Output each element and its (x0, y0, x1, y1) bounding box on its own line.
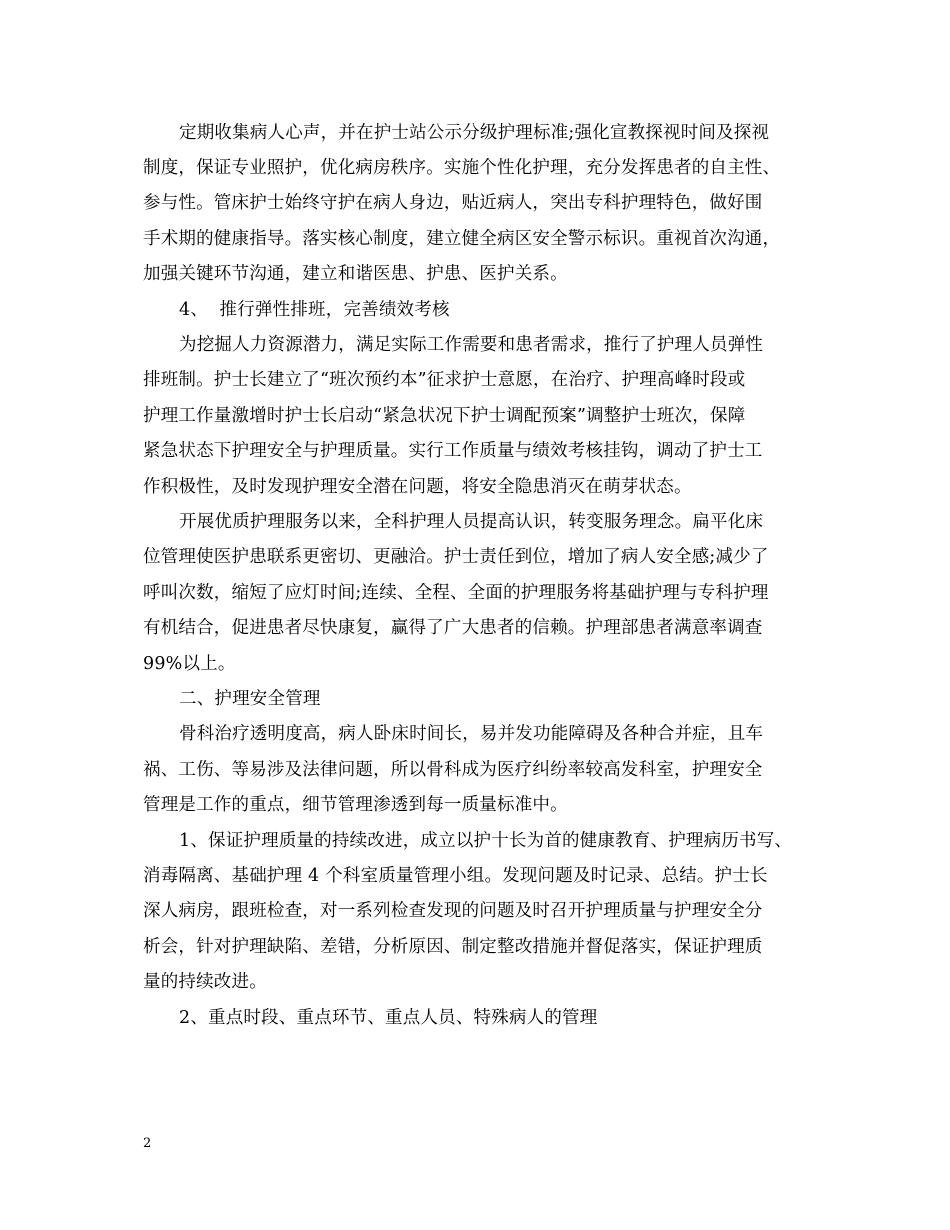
text-line: 作积极性，及时发现护理安全潜在问题，将安全隐患消灭在萌芽状态。 (143, 477, 692, 497)
text-line: 开展优质护理服务以来，全科护理人员提高认识，转变服务理念。扁平化床 (179, 512, 764, 532)
text-line: 位管理使医护患联系更密切、更融洽。护士责任到位，增加了病人安全感;减少了 (143, 547, 769, 567)
section-heading: 2、重点时段、重点环节、重点人员、特殊病人的管理 (179, 1008, 598, 1028)
text-line: 紧急状态下护理安全与护理质量。实行工作质量与绩效考核挂钩，调动了护士工 (143, 441, 763, 461)
text-line: 排班制。护士长建立了“班次预约本”征求护士意愿，在治疗、护理高峰时段或 (143, 370, 746, 390)
text-line: 护理工作量激增时护士长启动“紧急状况下护士调配预案”调整护士班次，保障 (143, 406, 746, 426)
text-line: 99%以上。 (143, 654, 236, 674)
text-line: 有机结合，促进患者尽快康复，赢得了广大患者的信赖。护理部患者满意率调查 (143, 618, 763, 638)
text-line: 制度，保证专业照护，优化病房秩序。实施个性化护理，充分发挥患者的自主性、 (143, 158, 781, 178)
section-heading: 4、 推行弹性排班，完善绩效考核 (179, 300, 450, 320)
text-line: 呼叫次数，缩短了应灯时间;连续、全程、全面的护理服务将基础护理与专科护理 (143, 583, 769, 603)
text-line: 骨科治疗透明度高，病人卧床时间长，易并发功能障碍及各种合并症，且车 (179, 724, 764, 744)
text-line: 参与性。管床护士始终守护在病人身边，贴近病人，突出专科护理特色，做好围 (143, 193, 763, 213)
text-line: 析会，针对护理缺陷、差错，分析原因、制定整改措施并督促落实，保证护理质 (143, 937, 763, 957)
text-line: 加强关键环节沟通，建立和谐医患、护患、医护关系。 (143, 264, 568, 284)
text-line: 定期收集病人心声，并在护士站公示分级护理标准;强化宣教探视时间及探视 (179, 123, 770, 143)
page-number: 2 (143, 1136, 152, 1151)
text-line: 消毒隔离、基础护理 4 个科室质量管理小组。发现问题及时记录、总结。护士长 (143, 866, 768, 886)
text-line: 为挖掘人力资源潜力，满足实际工作需要和患者需求，推行了护理人员弹性 (179, 335, 764, 355)
text-line: 手术期的健康指导。落实核心制度，建立健全病区安全警示标识。重视首次沟通， (143, 229, 781, 249)
text-line: 管理是工作的重点，细节管理渗透到每一质量标准中。 (143, 795, 568, 815)
text-line: 深人病房，跟班检查，对一系列检查发现的问题及时召开护理质量与护理安全分 (143, 901, 763, 921)
text-line: 1、保证护理质量的持续改进，成立以护十长为首的健康教育、护理病历书写、 (179, 831, 793, 851)
text-line: 量的持续改进。 (143, 972, 267, 992)
section-heading: 二、护理安全管理 (179, 689, 321, 709)
text-line: 祸、工伤、等易涉及法律问题，所以骨科成为医疗纠纷率较高发科室，护理安全 (143, 760, 763, 780)
